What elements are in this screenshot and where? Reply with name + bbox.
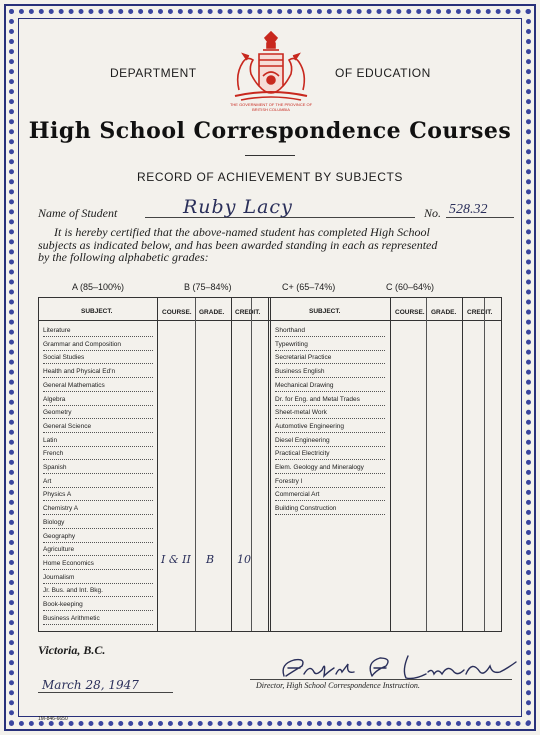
- grade-scale-b: B (75–84%): [184, 282, 232, 292]
- student-name-value: Ruby Lacy: [183, 196, 293, 218]
- table-row: [39, 421, 269, 435]
- leader-line: [43, 610, 153, 611]
- subject-label: Dr. for Eng. and Metal Trades: [275, 395, 360, 403]
- leader-line: [275, 418, 385, 419]
- table-row: [39, 489, 269, 503]
- table-row: [271, 489, 501, 503]
- leader-line: [43, 583, 153, 584]
- table-row: [39, 572, 269, 586]
- subject-label: Book-keeping: [43, 601, 83, 608]
- subject-label: Automotive Engineering: [275, 422, 345, 430]
- certification-text: [38, 226, 506, 264]
- subject-label: Latin: [43, 436, 58, 444]
- table-row: [39, 435, 269, 449]
- leader-line: [43, 336, 153, 337]
- certification-line: by the following alphabetic grades:: [38, 250, 209, 264]
- issue-date: March 28, 1947: [42, 678, 139, 692]
- subject-label: Chemistry A: [43, 505, 79, 513]
- table-row: [39, 503, 269, 517]
- header-subject-right: SUBJECT.: [309, 308, 341, 315]
- leader-line: [275, 405, 385, 406]
- table-row: [39, 394, 269, 408]
- table-row: [39, 380, 269, 394]
- document-title: High School Correspondence Courses: [28, 118, 512, 144]
- table-row: [271, 366, 501, 380]
- subject-label: Commercial Art: [275, 491, 320, 499]
- subject-label: Journalism: [43, 573, 75, 581]
- subject-label: General Science: [43, 422, 92, 430]
- leader-line: [43, 569, 153, 570]
- leader-line: [43, 624, 153, 625]
- table-row: [271, 407, 501, 421]
- leader-line: [275, 459, 385, 460]
- crest-caption: THE GOVERNMENT OF THE PROVINCE OF BRITISH COLUMBIA: [229, 102, 313, 112]
- student-number-value: 528.32: [449, 202, 488, 217]
- subject-label: Shorthand: [275, 327, 305, 334]
- director-title: Director, High School Correspondence Instruction.: [256, 681, 420, 690]
- table-row: [39, 544, 269, 558]
- table-row: [271, 435, 501, 449]
- education-label: OF EDUCATION: [335, 66, 431, 80]
- table-row: [271, 421, 501, 435]
- student-number-label: No.: [424, 206, 442, 220]
- leader-line: [275, 391, 385, 392]
- table-row: [39, 366, 269, 380]
- leader-line: [43, 350, 153, 351]
- table-row: [39, 531, 269, 545]
- leader-line: [43, 405, 153, 406]
- leader-line: [275, 514, 385, 515]
- header-grade-right: GRADE.: [431, 309, 457, 316]
- subject-label: Typewriting: [275, 340, 308, 348]
- leader-line: [43, 377, 153, 378]
- subject-label: Sheet-metal Work: [275, 409, 327, 417]
- table-row: [271, 448, 501, 462]
- subject-label: Elem. Geology and Mineralogy: [275, 464, 364, 471]
- title-divider: [245, 155, 295, 156]
- subject-label: Algebra: [43, 395, 66, 403]
- table-row: [271, 352, 501, 366]
- leader-line: [43, 473, 153, 474]
- grade-scale-a: A (85–100%): [72, 282, 125, 292]
- subject-label: Geography: [43, 532, 76, 540]
- table-row: [39, 352, 269, 366]
- subjects-table: [38, 297, 502, 632]
- student-name-label: Name of Student: [38, 206, 118, 220]
- subject-label: Building Construction: [275, 505, 337, 513]
- certification-line: subjects as indicated below, and has been awarded standing in each as represented: [38, 237, 438, 252]
- leader-line: [275, 363, 385, 364]
- subject-label: Forestry I: [275, 477, 303, 485]
- header-course-left: COURSE.: [162, 309, 192, 316]
- document-subtitle: RECORD OF ACHIEVEMENT BY SUBJECTS: [136, 170, 404, 184]
- grade-scale-c-plus: C+ (65–74%): [282, 282, 336, 292]
- leader-line: [275, 336, 385, 337]
- leader-line: [43, 542, 153, 543]
- header-grade-left: GRADE.: [199, 309, 225, 316]
- leader-line: [43, 391, 153, 392]
- leader-line: [43, 432, 153, 433]
- subject-label: Literature: [43, 327, 71, 334]
- header-credit-left: CREDIT.: [235, 309, 261, 316]
- subject-label: Biology: [43, 518, 65, 526]
- grade-scale-c: C (60–64%): [386, 282, 435, 292]
- leader-line: [275, 377, 385, 378]
- subject-label: Diesel Engineering: [275, 436, 330, 444]
- table-row: [271, 462, 501, 476]
- leader-line: [43, 418, 153, 419]
- header-subject-left: SUBJECT.: [81, 308, 113, 315]
- subject-label: Spanish: [43, 464, 67, 471]
- leader-line: [275, 350, 385, 351]
- subject-label: Grammar and Composition: [43, 340, 122, 348]
- subject-label: Practical Electricity: [275, 450, 330, 458]
- table-row: [39, 462, 269, 476]
- subject-label: Physics A: [43, 491, 72, 499]
- subject-label: Mechanical Drawing: [275, 381, 334, 389]
- table-row: [271, 325, 501, 339]
- leader-line: [43, 363, 153, 364]
- certification-line: It is hereby certified that the above-named student has completed High School: [54, 225, 430, 239]
- leader-line: [275, 432, 385, 433]
- subject-label: Home Economics: [43, 559, 94, 567]
- header-credit-right: CREDIT.: [467, 309, 493, 316]
- table-row: [39, 448, 269, 462]
- table-row: [39, 517, 269, 531]
- form-code: 1M-846-6650: [38, 716, 68, 722]
- table-row: [271, 339, 501, 353]
- subject-label: Health and Physical Ed'n: [43, 368, 116, 376]
- leader-line: [275, 500, 385, 501]
- leader-line: [43, 446, 153, 447]
- table-row: [39, 552, 269, 572]
- course-cell: I & II: [161, 552, 191, 566]
- subject-label: Geometry: [43, 409, 72, 417]
- leader-line: [275, 446, 385, 447]
- issue-place: Victoria, B.C.: [38, 643, 106, 657]
- subject-label: Jr. Bus. and Int. Bkg.: [43, 587, 103, 595]
- leader-line: [43, 459, 153, 460]
- leader-line: [43, 596, 153, 597]
- subject-label: Secretarial Practice: [275, 354, 332, 362]
- table-row: [39, 599, 269, 613]
- table-row: [39, 585, 269, 599]
- subject-label: Agriculture: [43, 546, 75, 554]
- leader-line: [43, 500, 153, 501]
- subject-label: Business English: [275, 368, 325, 376]
- signature-line: [250, 679, 512, 680]
- table-row: [39, 325, 269, 339]
- leader-line: [43, 487, 153, 488]
- leader-line: [43, 555, 153, 556]
- leader-line: [275, 487, 385, 488]
- subject-label: Social Studies: [43, 354, 85, 362]
- grade-cell: B: [206, 552, 215, 566]
- leader-line: [43, 514, 153, 515]
- table-row: [271, 380, 501, 394]
- header-course-right: COURSE.: [395, 309, 425, 316]
- subject-label: Art: [43, 477, 52, 485]
- subject-label: Business Arithmetic: [43, 614, 100, 622]
- leader-line: [275, 473, 385, 474]
- date-line: [38, 692, 173, 693]
- subject-label: General Mathematics: [43, 381, 105, 389]
- table-row: [271, 503, 501, 517]
- table-row: [39, 339, 269, 353]
- table-row: [271, 394, 501, 408]
- leader-line: [43, 528, 153, 529]
- table-row: [271, 476, 501, 490]
- department-label: DEPARTMENT: [110, 66, 197, 80]
- subject-label: French: [43, 450, 64, 458]
- table-row: [39, 476, 269, 490]
- table-row: [39, 613, 269, 627]
- credit-cell: 10: [237, 552, 251, 566]
- table-row: [39, 407, 269, 421]
